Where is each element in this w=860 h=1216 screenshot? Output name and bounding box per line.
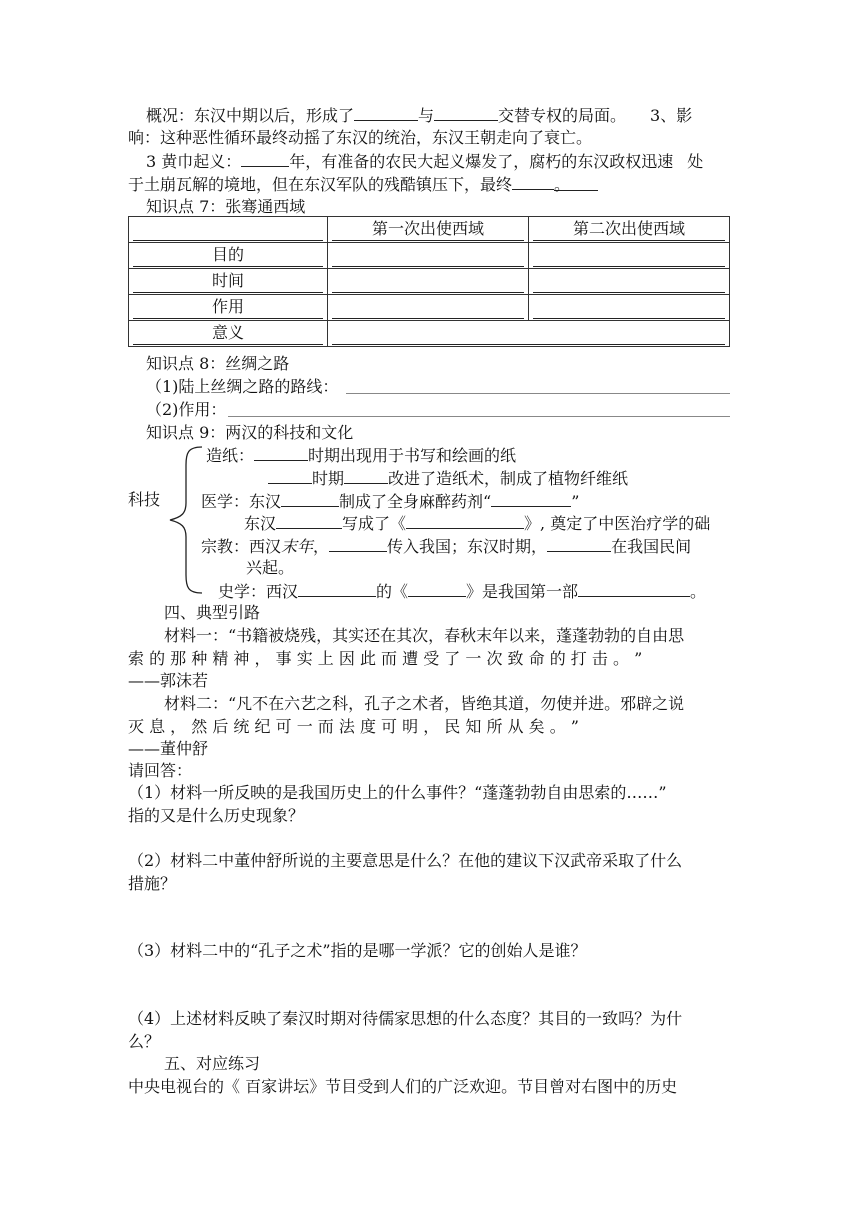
kp9-med-line-1: 医学：东汉 制成了全身麻醉药剂“ ” xyxy=(201,492,580,511)
uprising-line-1 xyxy=(146,150,703,173)
kp9-med-line-2: 东汉 写成了《 》, 奠定了中医治疗学的础 xyxy=(244,514,711,533)
kp9-paper-line-2: 时期 改进了造纸术，制成了植物纤维纸 xyxy=(268,467,628,490)
question-4-line-1: （4）上述材料反映了秦汉时期对待儒家思想的什么态度？其目的一致吗？为什 xyxy=(128,1009,683,1028)
blank[interactable] xyxy=(298,580,376,597)
table-row xyxy=(129,269,730,295)
material-1-source: ——郭沫若 xyxy=(128,671,209,690)
answer-prompt: 请回答： xyxy=(128,761,193,780)
material-2-source: ——董仲舒 xyxy=(128,739,209,758)
blank[interactable] xyxy=(547,535,611,552)
overview-line-2: 响：这种恶性循环最终动摇了东汉的统治，东汉王朝走向了衰亡。 xyxy=(128,128,593,147)
uprising-line-2 xyxy=(128,173,598,196)
row-label: 时间 xyxy=(129,269,328,295)
question-4-line-2: 么？ xyxy=(128,1032,161,1051)
material-1-line-1: 材料一：“书籍被烧残，其实还在其次，春秋末年以来，蓬蓬勃勃的自由思 xyxy=(164,626,685,645)
kp8-title: 知识点 8：丝绸之路 xyxy=(146,354,290,373)
answer-cell[interactable] xyxy=(327,295,528,321)
material-1-line-2: 索 的 那 种 精 神 ， 事 实 上 因 此 而 遭 受 了 一 次 致 命 的 打 击 。 ” xyxy=(128,649,643,668)
row-label: 作用 xyxy=(129,295,328,321)
uprising-text: 年，有准备的农民大起义爆发了，腐朽的东汉政权迅速 xyxy=(289,152,674,171)
question-2-line-1: （2）材料二中董仲舒所说的主要意思是什么？在他的建议下汉武帝采取了什么 xyxy=(128,851,683,870)
blank[interactable] xyxy=(344,467,388,484)
blank[interactable] xyxy=(241,150,289,167)
answer-cell[interactable] xyxy=(528,243,729,269)
answer-cell[interactable] xyxy=(327,321,729,347)
blank[interactable] xyxy=(491,490,571,507)
table-row xyxy=(129,321,730,347)
overview-line-1 xyxy=(146,104,692,127)
answer-cell[interactable] xyxy=(327,269,528,295)
answer-line[interactable] xyxy=(228,416,730,417)
question-2-line-2: 措施？ xyxy=(128,874,177,893)
blank[interactable] xyxy=(578,580,690,597)
kp9-religion-line-2: 兴起。 xyxy=(246,558,295,577)
question-3: （3）材料二中的“孔子之术”指的是哪一学派？它的创始人是谁？ xyxy=(128,941,587,960)
uprising-text: 处 xyxy=(687,152,704,171)
section-4-title: 四、典型引路 xyxy=(164,603,261,622)
row-label: 意义 xyxy=(129,321,328,347)
blank[interactable] xyxy=(329,535,387,552)
uprising-text: 于土崩瓦解的境地，但在东汉军队的残酷镇压下，最终 xyxy=(128,175,513,194)
curly-brace-icon xyxy=(164,445,204,595)
blank[interactable] xyxy=(408,580,466,597)
table-header-cell: 第一次出使西域 xyxy=(327,217,528,243)
blank-end: 。 xyxy=(554,174,598,191)
kp9-religion-line-1: 宗教：西汉末年， 传入我国；东汉时期， 在我国民间 xyxy=(201,537,692,556)
table-header-cell: 第二次出使西域 xyxy=(528,217,729,243)
question-1-line-1: （1）材料一所反映的是我国历史上的什么事件？“蓬蓬勃勃自由思索的……” xyxy=(128,783,667,802)
blank[interactable] xyxy=(268,467,312,484)
zhangqian-table xyxy=(128,216,730,347)
uprising-text: 3 黄巾起义： xyxy=(146,152,242,171)
kp8-item-2: （2)作用： xyxy=(146,400,227,419)
kp9-history-line: 史学：西汉 的《 》是我国第一部 。 xyxy=(218,582,707,601)
answer-cell[interactable] xyxy=(528,269,729,295)
blank[interactable] xyxy=(354,104,418,121)
blank[interactable] xyxy=(276,512,342,529)
kp9-title: 知识点 9：两汉的科技和文化 xyxy=(146,423,354,442)
blank[interactable] xyxy=(281,490,339,507)
overview-text: 与 xyxy=(418,106,435,125)
kp9-paper-line-1: 造纸： 时期出现用于书写和绘画的纸 xyxy=(206,446,517,465)
overview-text: 概况：东汉中期以后，形成了 xyxy=(146,106,355,125)
section-5-line-1: 中央电视台的《 百家讲坛》节目受到人们的广泛欢迎。节目曾对右图中的历史 xyxy=(128,1077,678,1096)
blank[interactable] xyxy=(512,173,554,190)
table-header-row xyxy=(129,217,730,243)
answer-cell[interactable] xyxy=(327,243,528,269)
overview-text: 交替专权的局面。 xyxy=(498,106,627,125)
answer-cell[interactable] xyxy=(528,295,729,321)
row-label: 目的 xyxy=(129,243,328,269)
question-1-line-2: 指的又是什么历史现象？ xyxy=(128,806,305,825)
kp7-title: 知识点 7：张骞通西域 xyxy=(146,197,306,216)
table-row xyxy=(129,243,730,269)
kp8-item-1: （1)陆上丝绸之路的路线： xyxy=(146,377,339,396)
answer-line[interactable] xyxy=(346,393,730,394)
blank[interactable] xyxy=(434,104,498,121)
table-row xyxy=(129,295,730,321)
blank[interactable] xyxy=(254,444,308,461)
table-header-empty xyxy=(129,217,328,243)
section-5-title: 五、对应练习 xyxy=(164,1054,261,1073)
material-2-line-2: 灭 息 ， 然 后 统 纪 可 一 而 法 度 可 明 ， 民 知 所 从 矣 。 ” xyxy=(128,717,579,736)
kp9-side-label: 科技 xyxy=(128,490,161,509)
material-2-line-1: 材料二：“凡不在六艺之科，孔子之术者，皆绝其道，勿使并进。邪辟之说 xyxy=(164,694,685,713)
blank[interactable] xyxy=(406,512,524,529)
overview-text: 3、影 xyxy=(650,106,693,125)
